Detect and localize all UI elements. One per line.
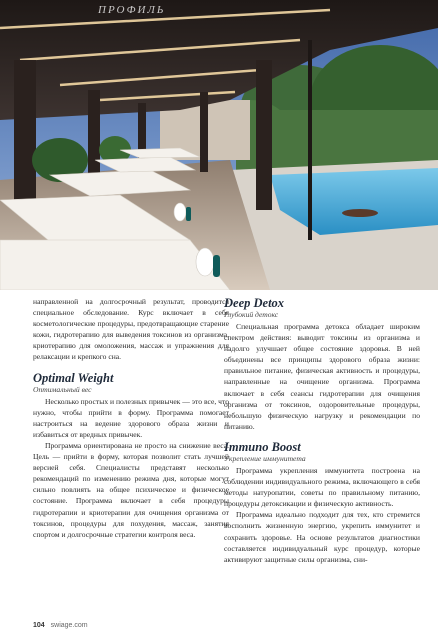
- deep-detox-paragraph: Специальная программа детокса обладает широким спектром действия: выводит токсины из организма и надолго улучшает общее состояние здоровья. В ней объединены все принципы здорового образа жизни: правильное питание, физическая активность и процедуры, направленные на очищение организма. Программа включает в себя сеансы гидротерапии для очищения организма от токсинов, оздоровительные процедуры, небольшую физическую нагрузку и рекомендации по питанию.: [224, 322, 420, 431]
- immuno-boost-subtitle: Укрепление иммунитета: [224, 453, 306, 463]
- immuno-boost-title: Immuno Boost: [224, 439, 301, 454]
- immuno-boost-paragraph-1: Программа укрепления иммунитета построена на соблюдении индивидуального режима, включающего в себя методы натуропатии, советы по правильному питанию, процедуры детоксикации и физическую активность.: [224, 465, 420, 509]
- deep-detox-subtitle: Глубокий детокс: [224, 310, 279, 319]
- optimal-weight-title: Optimal Weight: [33, 370, 114, 385]
- optimal-weight-subtitle: Оптимальный вес: [33, 384, 92, 394]
- right-column: [224, 296, 420, 565]
- page-number: 104: [33, 622, 45, 629]
- hero-photo: [0, 0, 438, 290]
- spa-pool-terrace-photo: [0, 0, 438, 290]
- left-column: [33, 296, 229, 540]
- section-tag: ПРОФИЛЬ: [98, 4, 166, 16]
- immuno-boost-paragraph-2: Программа идеально подходит для тех, кто стремится восполнить жизненную энергию, укрепить иммунитет и сохранить здоровье. На основе результатов диагностики составляется индивидуальный курс процедур, которые активируют защитные силы организма, сни-: [224, 510, 420, 564]
- intro-paragraph: направленной на долгосрочный результат, проводится специальное обследование. Курс включает в себя косметологические процедуры, предотвращающие старение кожи, гидротерапию для выведения токсинов из организма, криотерапию для омоложения, массаж и упражнения для релаксации и крепкого сна.: [33, 297, 229, 362]
- page-footer: [33, 622, 88, 629]
- site-name: swiage.com: [50, 622, 88, 629]
- deep-detox-title: Deep Detox: [224, 296, 285, 310]
- optimal-weight-paragraph-1: Несколько простых и полезных привычек — это все, что нужно, чтобы прийти в форму. Программа помогает настроиться на ведение здорового образа жизни и избавиться от вредных привычек.: [33, 396, 229, 439]
- optimal-weight-paragraph-2: Программа ориентирована не просто на снижение веса. Цель — прийти в форму, которая позволит стать лучшей версией себя. Специалисты представят несколько рекомендаций по изменению режима дня, которые могут сильно повлиять на общее психическое и физическое состояние. Программа включает в себя процедуры гидротерапии и криотерапии для очищения организма от токсинов, процедуры для похудения, массаж, занятия спортом и долгосрочные стратегии контроля веса.: [33, 440, 229, 539]
